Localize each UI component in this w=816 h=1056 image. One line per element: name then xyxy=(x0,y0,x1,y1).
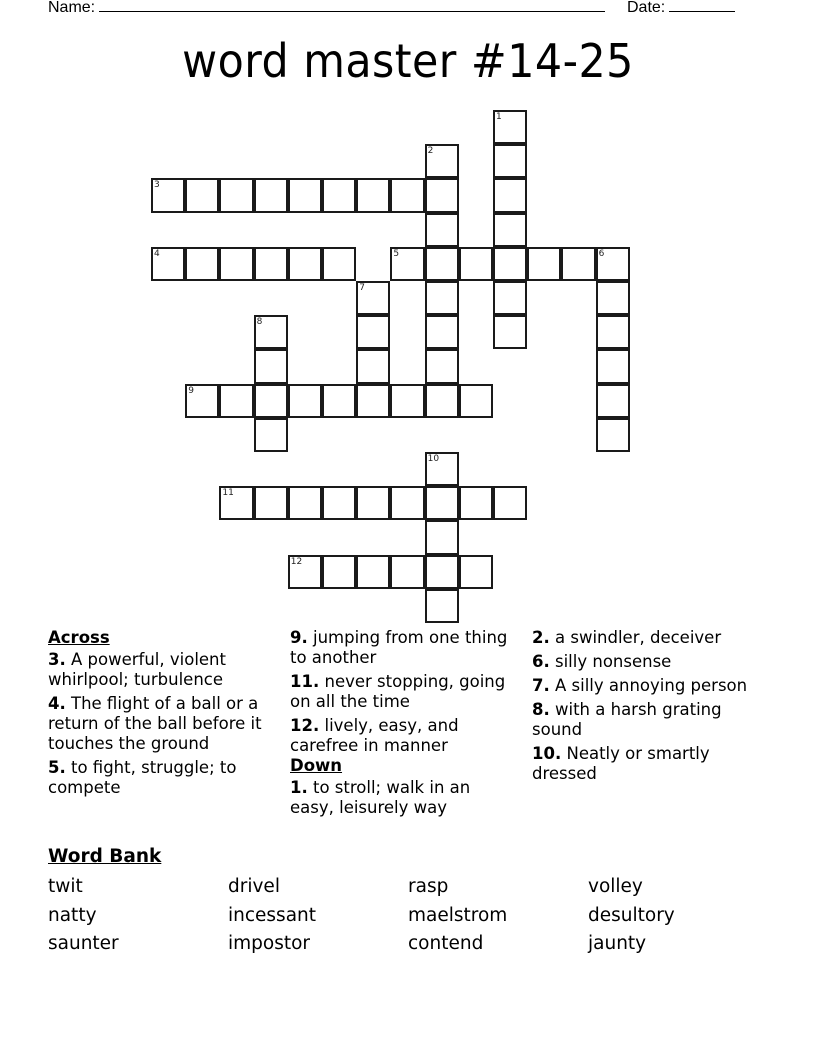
clue-number: 1. xyxy=(290,778,308,797)
grid-cell[interactable] xyxy=(254,418,288,452)
clue-number: 8. xyxy=(532,700,550,719)
grid-cell[interactable] xyxy=(322,555,356,589)
clue-text: silly nonsense xyxy=(555,652,672,671)
clue-across-12 xyxy=(290,716,515,756)
clue-text: a swindler, deceiver xyxy=(555,628,722,647)
clue-number: 10. xyxy=(532,744,562,763)
grid-cell[interactable] xyxy=(254,178,288,212)
grid-cell[interactable] xyxy=(596,384,630,418)
word-bank-word: impostor xyxy=(228,933,311,954)
word-bank xyxy=(48,873,768,959)
word-bank-word: jaunty xyxy=(588,933,647,954)
clue-across-9 xyxy=(290,628,515,668)
clue-text: jumping from one thing to another xyxy=(290,628,508,667)
grid-cell[interactable] xyxy=(356,315,390,349)
across-heading: Across xyxy=(48,628,110,647)
grid-cell[interactable] xyxy=(493,486,527,520)
clue-number: 5. xyxy=(48,758,66,777)
grid-cell[interactable] xyxy=(425,589,459,623)
grid-cell[interactable] xyxy=(254,315,288,349)
word-bank-heading: Word Bank xyxy=(48,846,162,867)
word-bank-word: natty xyxy=(48,904,97,926)
clue-text: to fight, struggle; to compete xyxy=(48,758,237,797)
grid-cell[interactable] xyxy=(151,247,185,281)
clue-number: 7. xyxy=(532,676,550,695)
grid-cell[interactable] xyxy=(322,247,356,281)
name-label: Name: xyxy=(48,0,96,16)
grid-cell[interactable] xyxy=(356,178,390,212)
grid-cell[interactable] xyxy=(425,520,459,554)
word-bank-word: drivel xyxy=(228,876,280,897)
clue-text: A silly annoying person xyxy=(555,676,748,695)
grid-cell[interactable] xyxy=(493,178,527,212)
cell-number: 2 xyxy=(427,146,434,157)
date-label: Date: xyxy=(627,0,666,16)
grid-cell[interactable] xyxy=(561,247,595,281)
grid-cell[interactable] xyxy=(254,486,288,520)
clue-down-8 xyxy=(532,700,762,740)
grid-cell[interactable] xyxy=(493,144,527,178)
clue-text: to stroll; walk in an easy, leisurely way xyxy=(290,778,471,817)
grid-cell[interactable] xyxy=(390,247,424,281)
grid-cell[interactable] xyxy=(322,384,356,418)
grid-cell[interactable] xyxy=(425,452,459,486)
grid-cell[interactable] xyxy=(219,247,253,281)
grid-cell[interactable] xyxy=(390,555,424,589)
cell-number: 10 xyxy=(427,454,440,464)
grid-cell[interactable] xyxy=(254,384,288,418)
cell-number: 11 xyxy=(222,488,234,499)
clue-down-10 xyxy=(532,744,762,784)
grid-cell[interactable] xyxy=(493,247,527,281)
grid-cell[interactable] xyxy=(356,555,390,589)
grid-cell[interactable] xyxy=(596,281,630,315)
grid-cell[interactable] xyxy=(390,486,424,520)
cell-number: 5 xyxy=(393,248,400,259)
clues-column-2 xyxy=(290,628,515,822)
clue-text: The flight of a ball or a return of the ball before it touches the ground xyxy=(48,694,262,753)
grid-cell[interactable] xyxy=(493,110,527,144)
grid-cell[interactable] xyxy=(425,384,459,418)
clues-column-1 xyxy=(48,628,273,802)
grid-cell[interactable] xyxy=(390,384,424,418)
grid-cell[interactable] xyxy=(151,178,185,212)
cell-number: 8 xyxy=(256,317,263,328)
word-bank-word: incessant xyxy=(228,904,317,926)
grid-cell[interactable] xyxy=(425,144,459,178)
clue-down-6 xyxy=(532,652,762,672)
grid-cell[interactable] xyxy=(527,247,561,281)
cell-number: 6 xyxy=(598,248,605,259)
grid-cell[interactable] xyxy=(425,178,459,212)
clue-number: 9. xyxy=(290,628,308,647)
clue-across-4 xyxy=(48,694,273,754)
grid-cell[interactable] xyxy=(459,486,493,520)
clue-text: with a harsh grating sound xyxy=(532,700,722,739)
grid-cell[interactable] xyxy=(322,486,356,520)
clue-text: A powerful, violent whirlpool; turbulence xyxy=(48,650,226,689)
word-bank-word: rasp xyxy=(408,876,449,897)
cell-number: 7 xyxy=(359,283,365,293)
word-bank-word: desultory xyxy=(588,904,675,926)
clue-number: 11. xyxy=(290,672,320,691)
grid-cell[interactable] xyxy=(322,178,356,212)
clue-down-2 xyxy=(532,628,762,648)
grid-cell[interactable] xyxy=(425,486,459,520)
word-bank-row xyxy=(48,930,768,959)
grid-cell[interactable] xyxy=(356,281,390,315)
grid-cell[interactable] xyxy=(219,178,253,212)
cell-number: 1 xyxy=(496,112,502,122)
clue-across-11 xyxy=(290,672,515,712)
grid-cell[interactable] xyxy=(185,384,219,418)
clue-number: 3. xyxy=(48,650,66,669)
cell-number: 12 xyxy=(290,556,303,567)
clue-number: 4. xyxy=(48,694,66,713)
grid-cell[interactable] xyxy=(288,555,322,589)
cell-number: 3 xyxy=(154,180,160,191)
grid-cell[interactable] xyxy=(425,349,459,383)
clue-down-1 xyxy=(290,778,515,818)
cell-number: 4 xyxy=(154,248,160,259)
grid-cell[interactable] xyxy=(288,384,322,418)
grid-cell[interactable] xyxy=(356,486,390,520)
grid-cell[interactable] xyxy=(493,213,527,247)
grid-cell[interactable] xyxy=(493,315,527,349)
grid-cell[interactable] xyxy=(288,178,322,212)
grid-cell[interactable] xyxy=(493,281,527,315)
grid-cell[interactable] xyxy=(288,486,322,520)
grid-cell[interactable] xyxy=(425,247,459,281)
grid-cell[interactable] xyxy=(596,418,630,452)
word-bank-word: twit xyxy=(48,876,83,897)
clue-number: 12. xyxy=(290,716,320,735)
grid-cell[interactable] xyxy=(459,247,493,281)
word-bank-row xyxy=(48,902,768,931)
word-bank-word: maelstrom xyxy=(408,904,508,926)
clue-across-5 xyxy=(48,758,273,798)
grid-cell[interactable] xyxy=(288,247,322,281)
grid-cell[interactable] xyxy=(219,486,253,520)
clues-column-3 xyxy=(532,628,762,788)
clue-text: Neatly or smartly dressed xyxy=(532,744,710,783)
grid-cell[interactable] xyxy=(254,247,288,281)
word-bank-row xyxy=(48,873,768,902)
grid-cell[interactable] xyxy=(425,315,459,349)
clue-text: never stopping, going on all the time xyxy=(290,672,506,711)
grid-cell[interactable] xyxy=(425,213,459,247)
grid-cell[interactable] xyxy=(459,384,493,418)
grid-cell[interactable] xyxy=(425,555,459,589)
grid-cell[interactable] xyxy=(254,349,288,383)
clue-down-7 xyxy=(532,676,762,696)
grid-cell[interactable] xyxy=(596,349,630,383)
clue-across-3 xyxy=(48,650,273,690)
down-heading: Down xyxy=(290,756,343,775)
grid-cell[interactable] xyxy=(356,384,390,418)
word-bank-word: volley xyxy=(588,876,643,897)
grid-cell[interactable] xyxy=(356,349,390,383)
cell-number: 9 xyxy=(188,385,194,396)
page-title: word master #14-25 xyxy=(182,34,634,88)
clue-text: lively, easy, and carefree in manner xyxy=(290,716,459,755)
grid-cell[interactable] xyxy=(185,178,219,212)
grid-cell[interactable] xyxy=(390,178,424,212)
clue-number: 6. xyxy=(532,652,550,671)
grid-cell[interactable] xyxy=(425,281,459,315)
clue-number: 2. xyxy=(532,628,550,647)
grid-cell[interactable] xyxy=(219,384,253,418)
grid-cell[interactable] xyxy=(596,315,630,349)
word-bank-word: contend xyxy=(408,933,484,954)
grid-cell[interactable] xyxy=(185,247,219,281)
grid-cell[interactable] xyxy=(459,555,493,589)
grid-cell[interactable] xyxy=(596,247,630,281)
word-bank-word: saunter xyxy=(48,933,119,954)
